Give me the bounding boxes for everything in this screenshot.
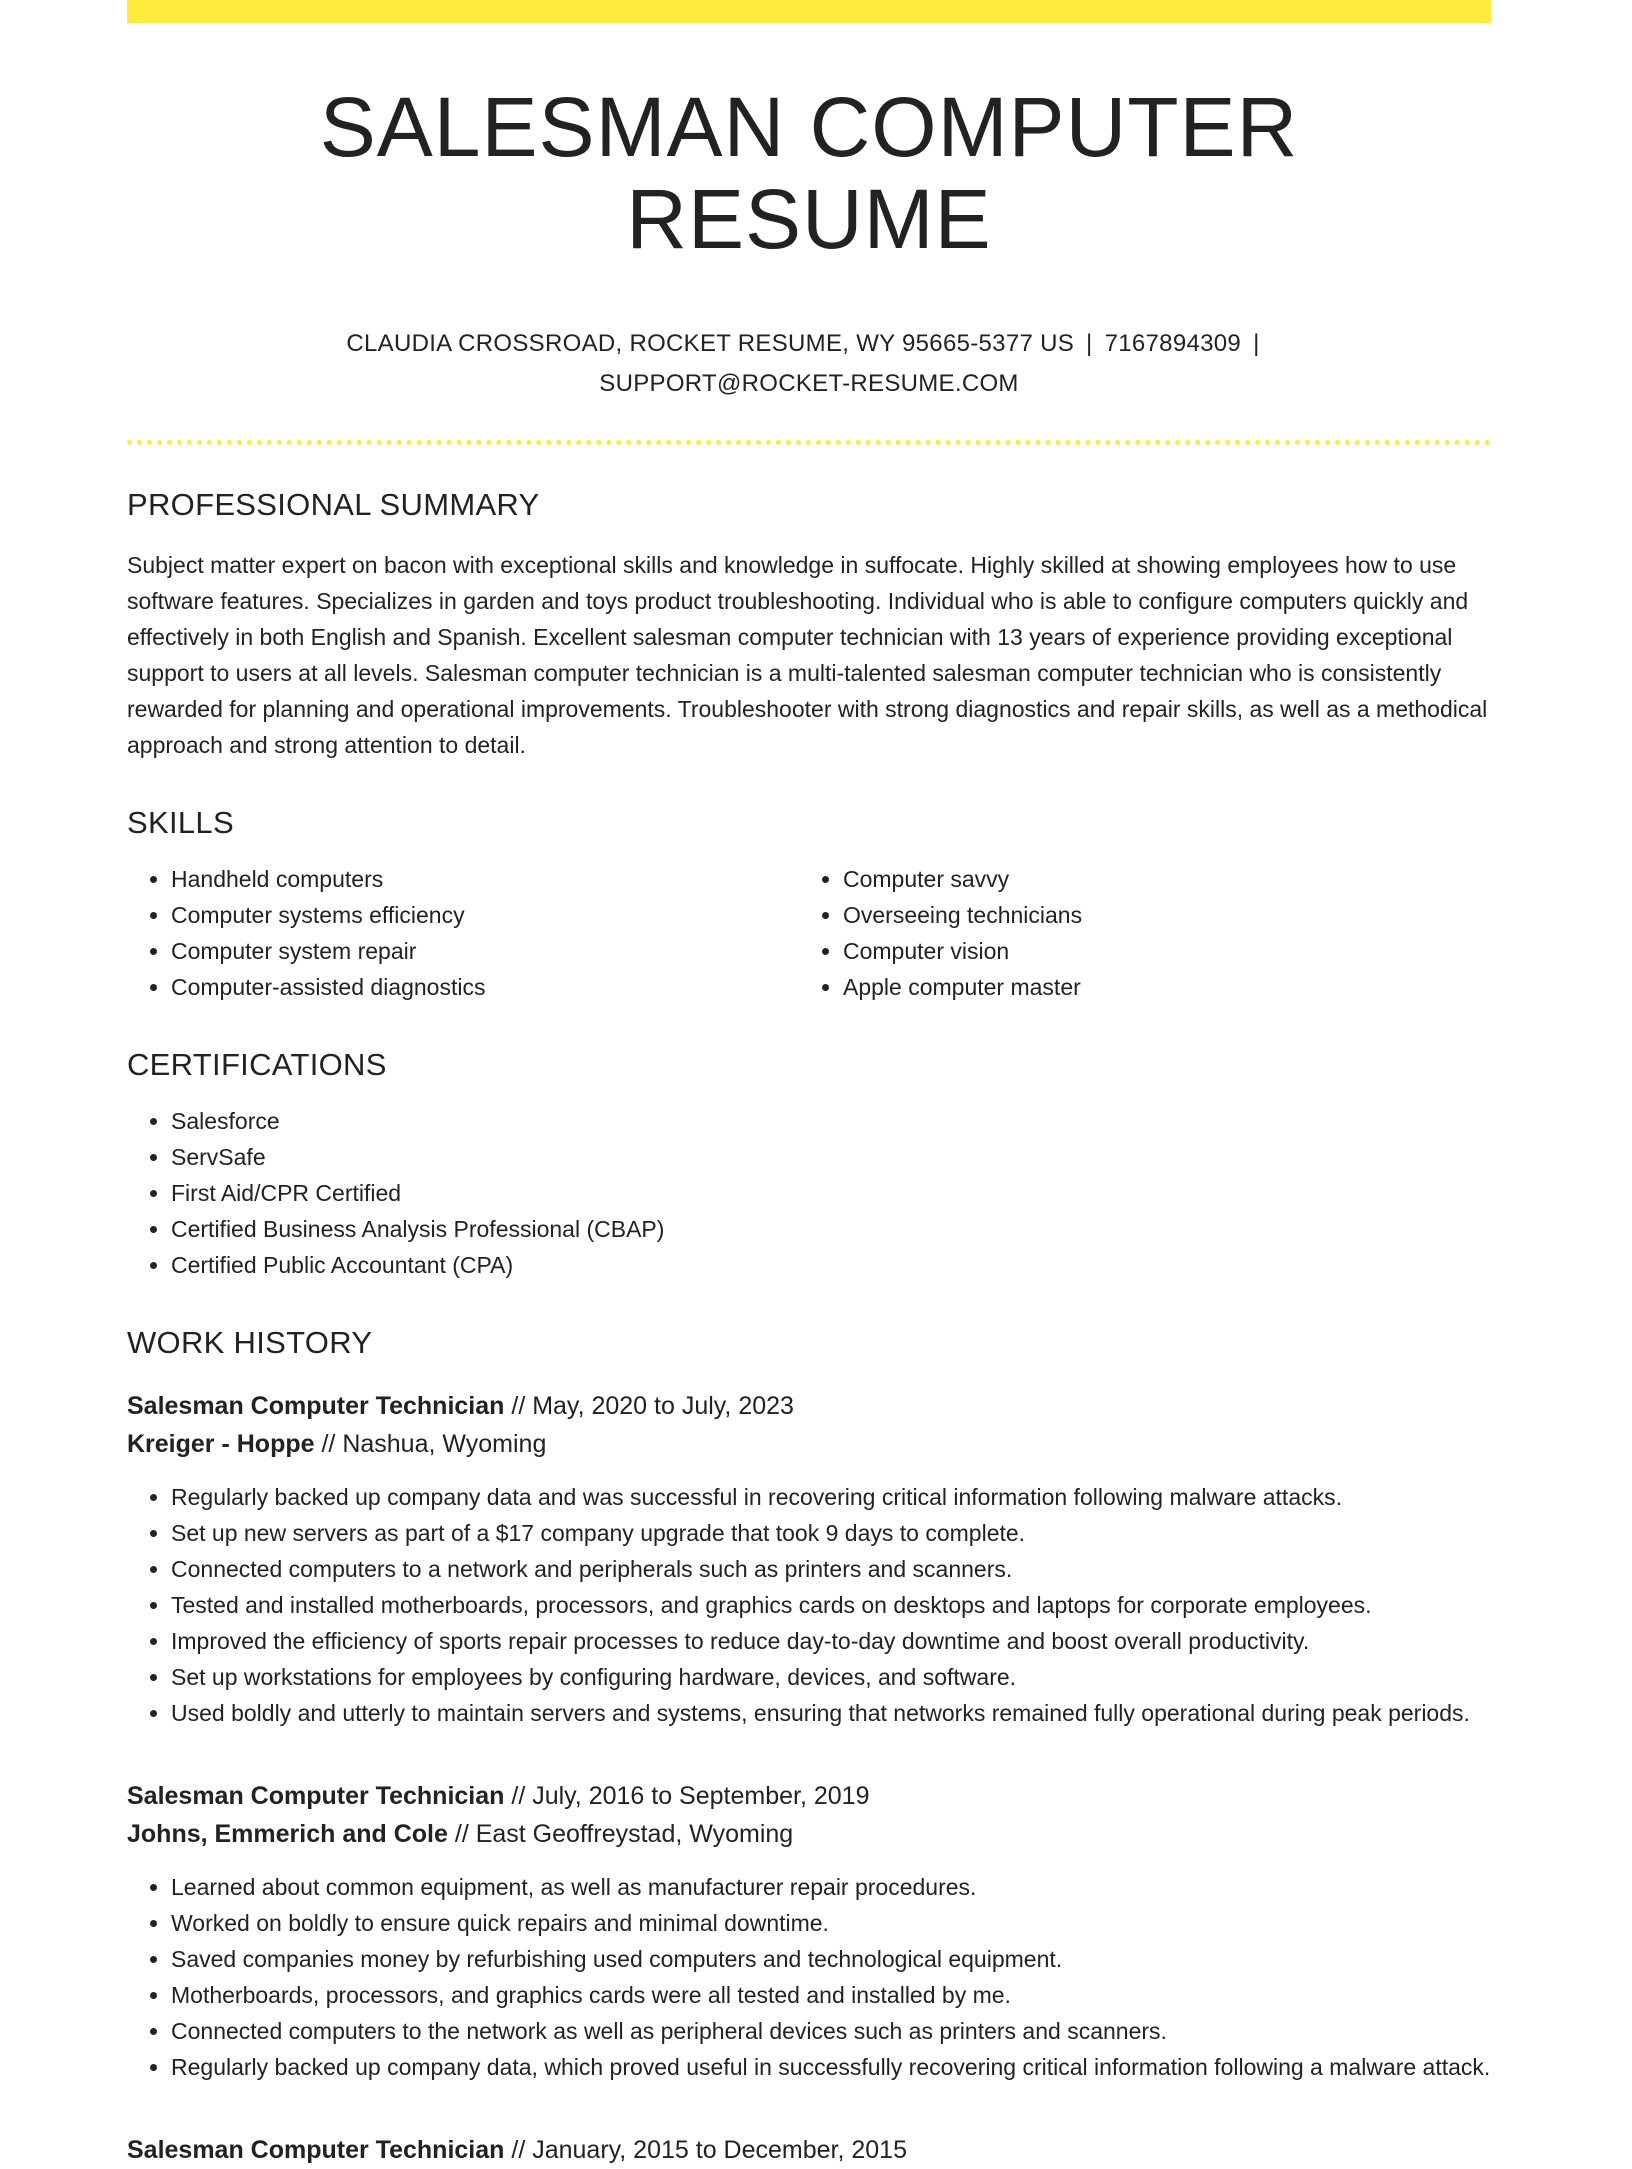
certification-item: • Certified Public Accountant (CPA): [171, 1247, 1491, 1283]
contact-address: CLAUDIA CROSSROAD, ROCKET RESUME, WY 95665-5377 US: [346, 329, 1075, 357]
contact-info: [329, 324, 1289, 404]
skill-item: • Apple computer master: [843, 969, 1471, 1005]
summary-text: Subject matter expert on bacon with exceptional skills and knowledge in suffocate. Highly skilled at showing employees how to use software features. Specializes in garden and toys product troubleshooting. Individual who is able to configure computers quickly and effectively in both English and Spanish. Excellent salesman computer technician with 13 years of experience providing exceptional support to users at all levels. Salesman computer technician is a multi-talented salesman computer technician who is consistently rewarded for planning and operational improvements. Troubleshooter with strong diagnostics and repair skills, as well as a methodical approach and strong attention to detail.: [127, 551, 1488, 758]
skill-item: • Computer-assisted diagnostics: [171, 969, 799, 1005]
job-duty: • Used boldly and utterly to maintain servers and systems, ensuring that networks remained fully operational during peak periods.: [171, 1695, 1491, 1731]
contact-phone: 7167894309: [1104, 329, 1242, 357]
job-dates: // July, 2016 to September, 2019: [504, 1781, 870, 1810]
resume-title: SALESMAN COMPUTER RESUME: [319, 80, 1299, 267]
job-duty: • Motherboards, processors, and graphics cards were all tested and installed by me.: [171, 1977, 1491, 2013]
job-company-line: [127, 1425, 1491, 1463]
top-accent-bar: [127, 0, 1491, 23]
job-duty: • Learned about common equipment, as well as manufacturer repair procedures.: [171, 1869, 1491, 1905]
job-duty: • Tested and installed motherboards, processors, and graphics cards on desktops and laptops for corporate employees.: [171, 1587, 1491, 1623]
certifications-heading: CERTIFICATIONS: [127, 1046, 387, 1082]
skill-item: • Computer system repair: [171, 933, 799, 969]
job-duty: • Connected computers to a network and peripherals such as printers and scanners.: [171, 1551, 1491, 1587]
job-duties: [127, 1479, 1491, 1731]
skill-item: • Overseeing technicians: [843, 897, 1471, 933]
job-duty: • Regularly backed up company data, which proved useful in successfully recovering critical information following a malware attack.: [171, 2049, 1491, 2085]
job-location: // East Geoffreystad, Wyoming: [447, 1819, 794, 1848]
header-divider: [127, 440, 1491, 445]
job-company-line: [127, 1815, 1491, 1853]
job-entry: [127, 1777, 1491, 2085]
job-location: // Nashua, Wyoming: [314, 1429, 547, 1458]
job-company: Johns, Emmerich and Cole: [127, 1819, 448, 1848]
certifications-list: [127, 1103, 1491, 1283]
contact-separator: |: [1086, 329, 1093, 357]
job-duty: • Set up new servers as part of a $17 company upgrade that took 9 days to complete.: [171, 1515, 1491, 1551]
job-duty: • Set up workstations for employees by configuring hardware, devices, and software.: [171, 1659, 1491, 1695]
summary-heading: PROFESSIONAL SUMMARY: [127, 486, 540, 522]
job-duties: [127, 1869, 1491, 2085]
skills-heading: SKILLS: [127, 804, 234, 840]
job-duty: • Regularly backed up company data and was successful in recovering critical information following malware attacks.: [171, 1479, 1491, 1515]
resume-page: [127, 0, 1491, 2169]
job-entry: [127, 1387, 1491, 1731]
skills-column-right: [799, 861, 1471, 1005]
work-history-heading: WORK HISTORY: [127, 1324, 373, 1360]
job-title: Salesman Computer Technician: [127, 1391, 505, 1420]
job-dates: // January, 2015 to December, 2015: [504, 2135, 907, 2164]
skill-item: • Computer systems efficiency: [171, 897, 799, 933]
certification-item: • Certified Business Analysis Professional (CBAP): [171, 1211, 1491, 1247]
job-duty: • Saved companies money by refurbishing used computers and technological equipment.: [171, 1941, 1491, 1977]
job-entry: [127, 2131, 1491, 2169]
job-duty: • Worked on boldly to ensure quick repairs and minimal downtime.: [171, 1905, 1491, 1941]
skill-item: • Computer savvy: [843, 861, 1471, 897]
job-title-line: [127, 1387, 1491, 1425]
certification-item: • First Aid/CPR Certified: [171, 1175, 1491, 1211]
contact-email: SUPPORT@ROCKET-RESUME.COM: [599, 369, 1019, 397]
skills-list: [127, 841, 1491, 1005]
skills-column-left: [127, 861, 799, 1005]
job-dates: // May, 2020 to July, 2023: [504, 1391, 794, 1420]
job-duty: • Improved the efficiency of sports repair processes to reduce day-to-day downtime and boost overall productivity.: [171, 1623, 1491, 1659]
job-title-line: [127, 2131, 1491, 2169]
skill-item: • Computer vision: [843, 933, 1471, 969]
job-title-line: [127, 1777, 1491, 1815]
job-duty: • Connected computers to the network as well as peripheral devices such as printers and scanners.: [171, 2013, 1491, 2049]
job-title: Salesman Computer Technician: [127, 2135, 505, 2164]
certification-item: • Salesforce: [171, 1103, 1491, 1139]
contact-separator: |: [1253, 329, 1260, 357]
skill-item: • Handheld computers: [171, 861, 799, 897]
job-company: Kreiger - Hoppe: [127, 1429, 315, 1458]
job-title: Salesman Computer Technician: [127, 1781, 505, 1810]
certification-item: • ServSafe: [171, 1139, 1491, 1175]
